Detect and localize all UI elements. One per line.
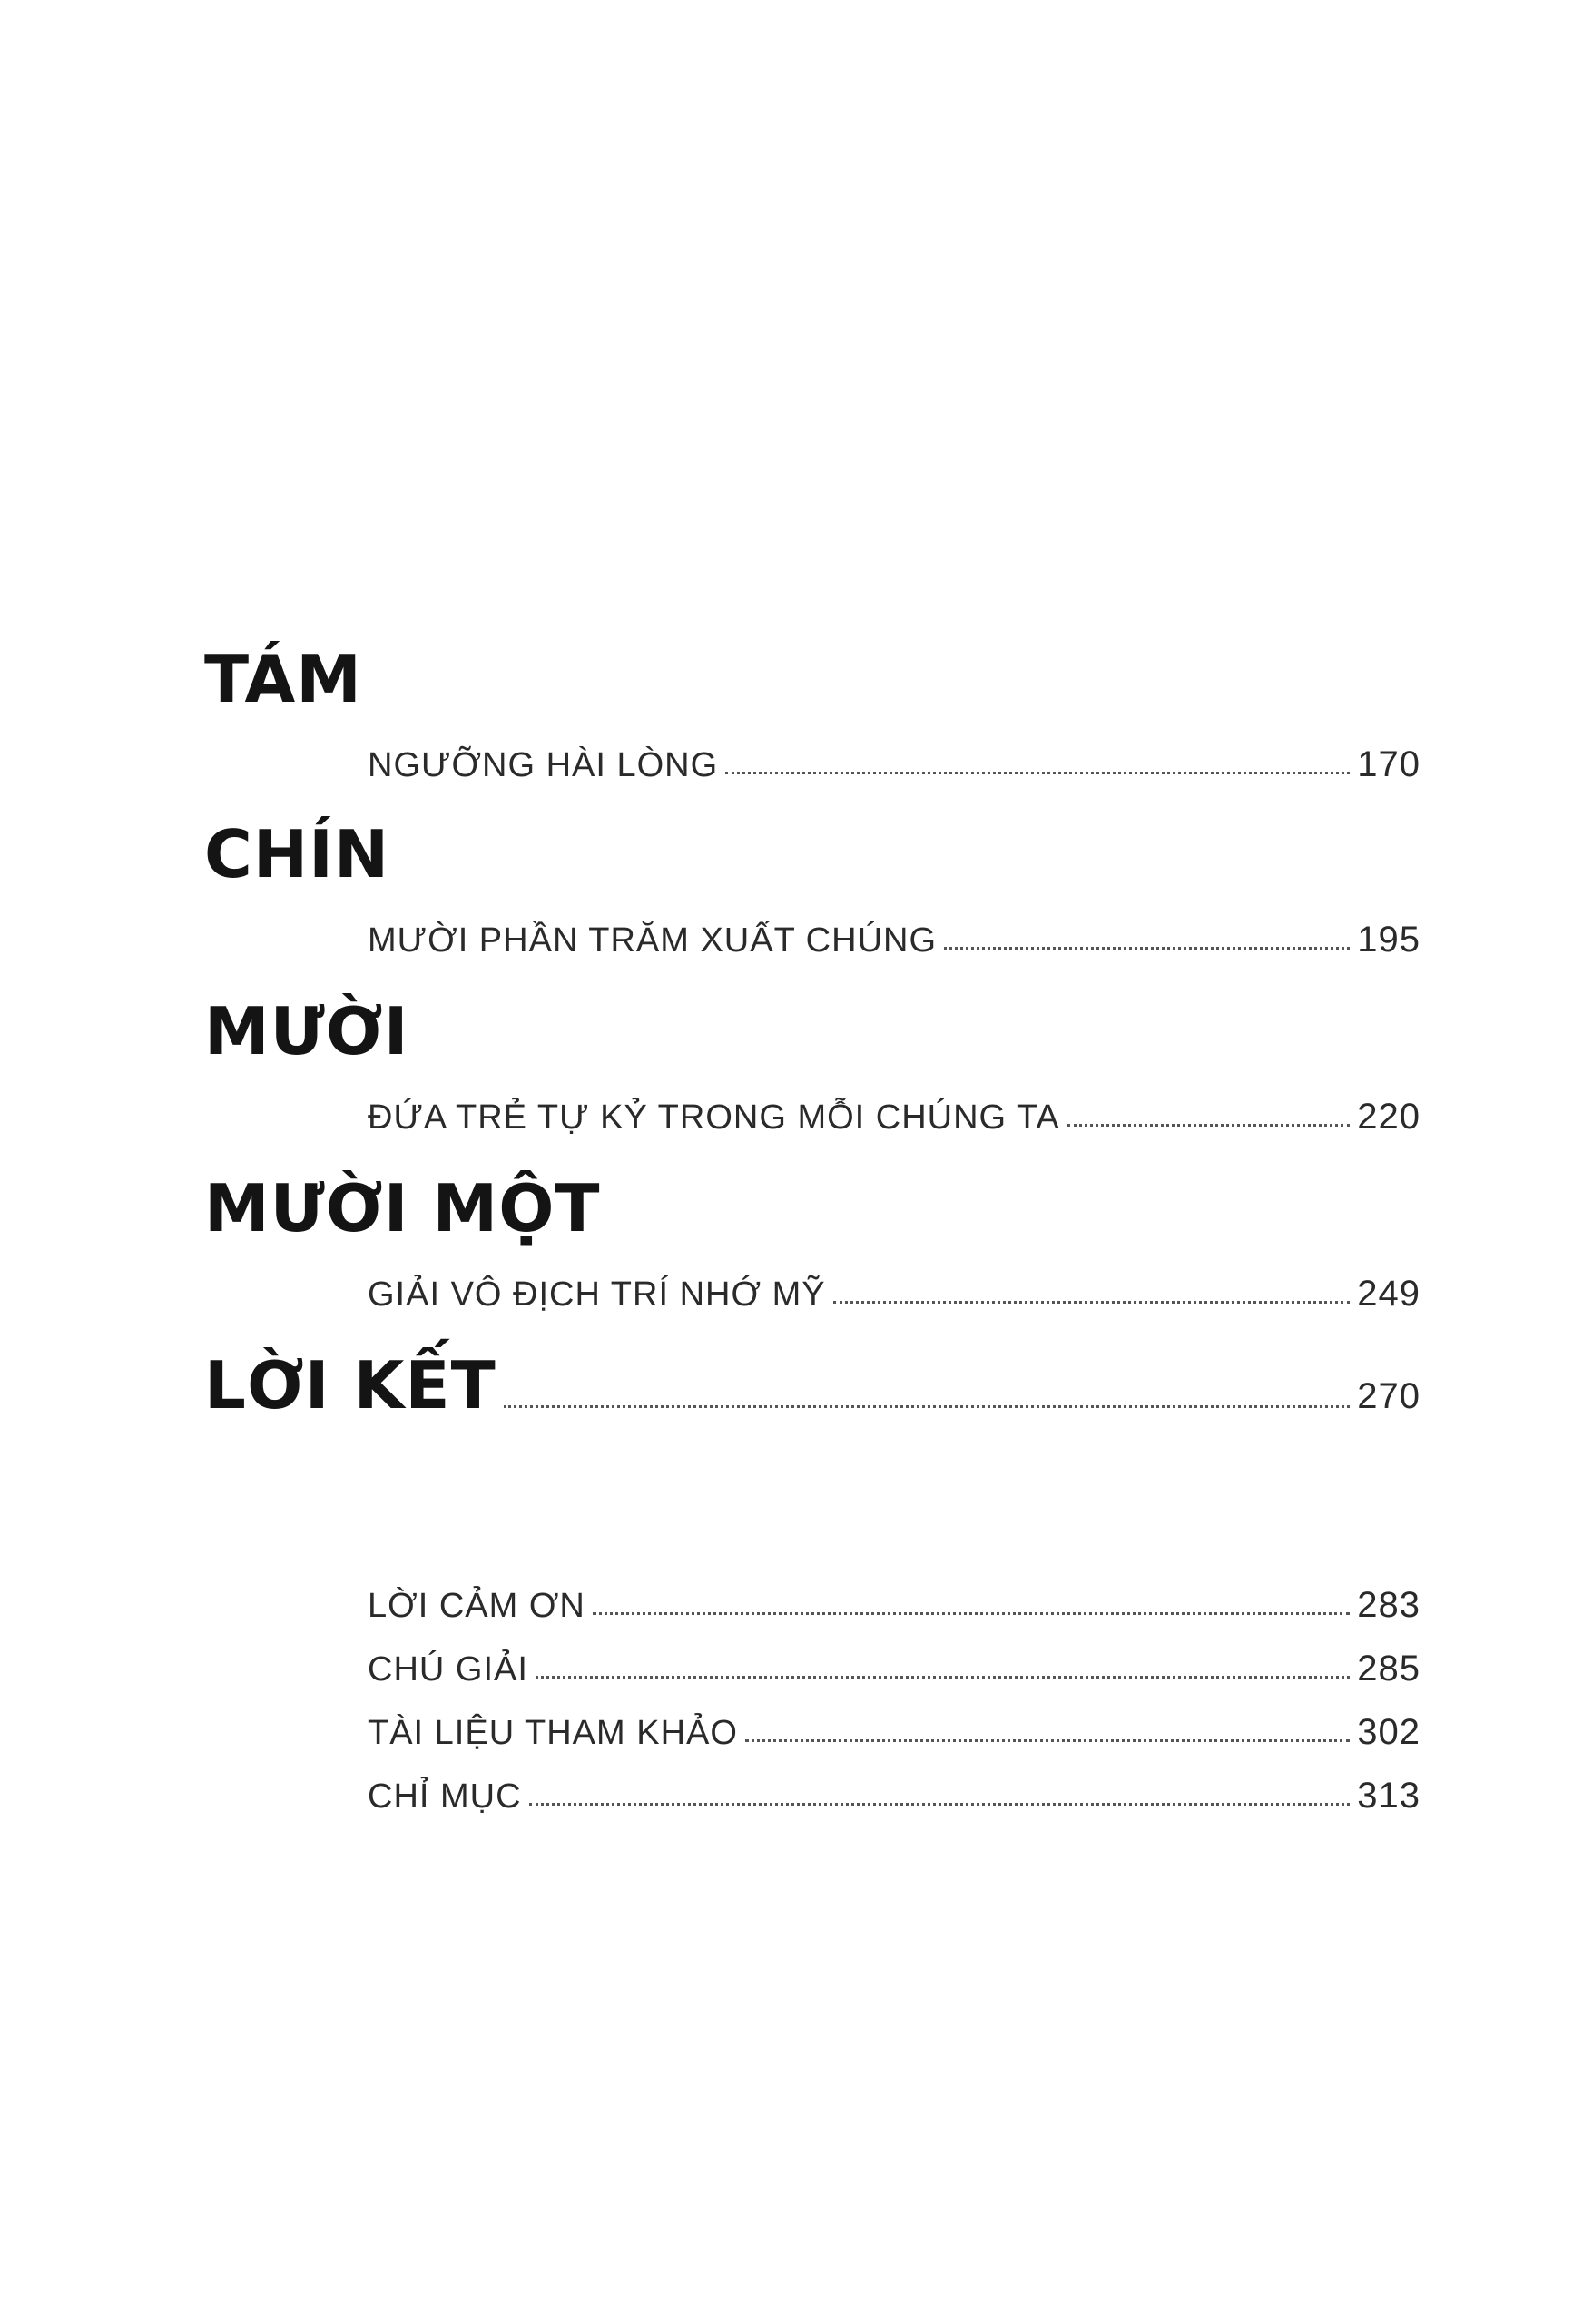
back-matter-title: CHỈ MỤC (368, 1777, 522, 1816)
dot-leader (593, 1612, 1350, 1615)
epilogue-page: 270 (1357, 1376, 1421, 1416)
dot-leader (504, 1405, 1351, 1408)
toc-entry (368, 921, 1421, 958)
dot-leader (944, 947, 1350, 950)
chapter-heading-chin: CHÍN (204, 816, 390, 892)
toc-entry (368, 746, 1421, 783)
toc-entry-title: MƯỜI PHẦN TRĂM XUẤT CHÚNG (368, 921, 938, 960)
chapter-heading-muoi-mot: MƯỜI MỘT (204, 1170, 601, 1246)
back-matter-page: 313 (1357, 1776, 1421, 1816)
back-matter-entry (368, 1650, 1421, 1687)
back-matter-page: 285 (1357, 1649, 1421, 1689)
back-matter-entry (368, 1587, 1421, 1623)
back-matter-entry (368, 1777, 1421, 1814)
toc-entry-page: 249 (1357, 1274, 1421, 1314)
back-matter-entry (368, 1714, 1421, 1750)
toc-entry-title: GIẢI VÔ ĐỊCH TRÍ NHỚ MỸ (368, 1275, 826, 1314)
dot-leader (745, 1739, 1350, 1742)
dot-leader (833, 1301, 1351, 1304)
dot-leader (1067, 1124, 1351, 1127)
back-matter-title: CHÚ GIẢI (368, 1650, 528, 1689)
dot-leader (536, 1676, 1350, 1679)
toc-entry-page: 195 (1357, 920, 1421, 960)
toc-entry-title: ĐỨA TRẺ TỰ KỶ TRONG MỖI CHÚNG TA (368, 1098, 1060, 1137)
toc-entry-page: 220 (1357, 1097, 1421, 1137)
chapter-heading-tam: TÁM (204, 641, 362, 717)
toc-entry (368, 1275, 1421, 1312)
toc-entry-page: 170 (1357, 744, 1421, 784)
epilogue-heading: LỜI KẾT (204, 1347, 496, 1423)
back-matter-title: TÀI LIỆU THAM KHẢO (368, 1714, 738, 1752)
toc-entry-title: NGƯỠNG HÀI LÒNG (368, 746, 719, 784)
dot-leader (725, 772, 1350, 774)
back-matter-page: 283 (1357, 1585, 1421, 1625)
back-matter-page: 302 (1357, 1712, 1421, 1752)
chapter-heading-muoi: MƯỜI (204, 993, 409, 1069)
back-matter-title: LỜI CẢM ƠN (368, 1587, 585, 1625)
dot-leader (529, 1803, 1351, 1806)
epilogue-line (204, 1347, 1421, 1423)
toc-entry (368, 1098, 1421, 1135)
